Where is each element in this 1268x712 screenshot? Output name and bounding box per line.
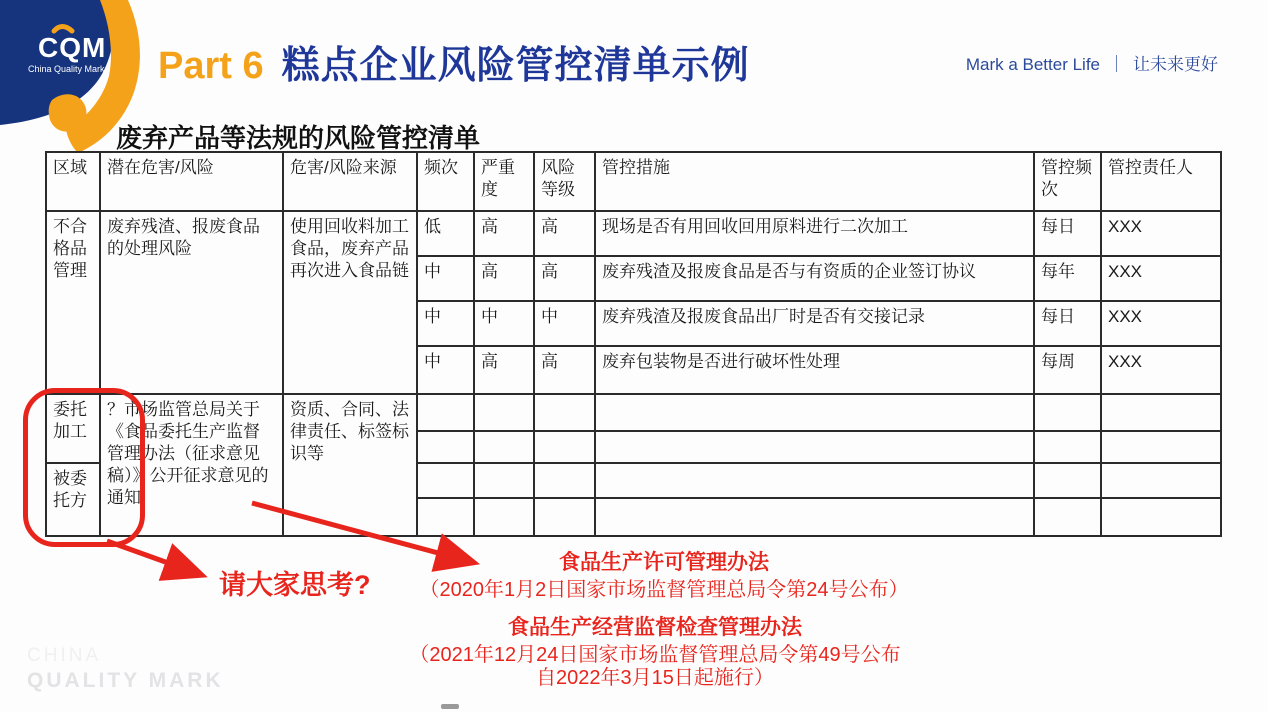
cell-severity: 高 xyxy=(474,256,534,301)
empty-cell xyxy=(534,431,595,463)
cell-frequency: 低 xyxy=(417,211,474,256)
cell-area-commissioned-party: 被委托方 xyxy=(46,463,100,536)
watermark-line2: QUALITY MARK xyxy=(27,669,224,692)
slide-progress-dash xyxy=(441,704,459,709)
empty-cell xyxy=(417,394,474,431)
empty-cell xyxy=(1101,431,1221,463)
cell-owner: XXX xyxy=(1101,301,1221,346)
empty-cell xyxy=(474,431,534,463)
cell-measure: 废弃残渣及报废食品出厂时是否有交接记录 xyxy=(595,301,1034,346)
cell-measure: 现场是否有用回收回用原料进行二次加工 xyxy=(595,211,1034,256)
empty-cell xyxy=(474,463,534,498)
empty-cell xyxy=(1034,463,1101,498)
logo-sub-text: China Quality Mark xyxy=(28,64,105,74)
header-cell-severity: 严重度 xyxy=(474,152,534,211)
cell-severity: 高 xyxy=(474,346,534,394)
cell-severity: 高 xyxy=(474,211,534,256)
empty-cell xyxy=(417,463,474,498)
page-title: 糕点企业风险管控清单示例 xyxy=(281,45,750,87)
header-cell-measures: 管控措施 xyxy=(595,152,1034,211)
think-prompt: 请大家思考? xyxy=(219,570,371,600)
empty-cell xyxy=(1034,431,1101,463)
empty-cell xyxy=(595,431,1034,463)
table-row xyxy=(46,394,1221,431)
empty-cell xyxy=(474,394,534,431)
cell-frequency: 中 xyxy=(417,301,474,346)
tagline-en: Mark a Better Life xyxy=(965,55,1100,74)
empty-cell xyxy=(595,498,1034,536)
watermark-line1: CHINA xyxy=(27,645,102,666)
regulation-2-title: 食品生产经营监督检查管理办法 xyxy=(508,616,802,639)
table-row xyxy=(46,211,1221,256)
empty-cell xyxy=(1034,498,1101,536)
regulation-1-detail: （2020年1月2日国家市场监督管理总局令第24号公布） xyxy=(419,579,909,601)
cell-owner: XXX xyxy=(1101,346,1221,394)
header-cell-hazard: 潜在危害/风险 xyxy=(100,152,283,211)
watermark xyxy=(27,645,224,693)
cell-control-frequency: 每日 xyxy=(1034,301,1101,346)
cell-owner: XXX xyxy=(1101,256,1221,301)
tagline-separator: ｜ xyxy=(1108,55,1125,74)
cell-area-commissioned-processing: 委托加工 xyxy=(46,394,100,463)
empty-cell xyxy=(1101,394,1221,431)
cell-hazard-group1: 废弃残渣、报废食品的处理风险 xyxy=(100,211,283,394)
empty-cell xyxy=(417,498,474,536)
empty-cell xyxy=(595,394,1034,431)
empty-cell xyxy=(474,498,534,536)
empty-cell xyxy=(1101,463,1221,498)
cell-risk-level: 中 xyxy=(534,301,595,346)
empty-cell xyxy=(534,498,595,536)
cell-area-nonconforming: 不合格品管理 xyxy=(46,211,100,394)
table-header-row xyxy=(46,152,1221,211)
empty-cell xyxy=(417,431,474,463)
risk-control-table xyxy=(45,151,1222,537)
cell-source-group1: 使用回收料加工食品，废弃产品再次进入食品链 xyxy=(283,211,417,394)
header-cell-area: 区域 xyxy=(46,152,100,211)
cell-control-frequency: 每日 xyxy=(1034,211,1101,256)
cell-frequency: 中 xyxy=(417,346,474,394)
regulation-note-2 xyxy=(395,611,921,690)
header-cell-risk-level: 风险等级 xyxy=(534,152,595,211)
cell-hazard-group2: ？市场监管总局关于《食品委托生产监督管理办法（征求意见稿）》公开征求意见的通知 xyxy=(100,394,283,536)
empty-cell xyxy=(534,394,595,431)
regulation-1-title: 食品生产许可管理办法 xyxy=(559,551,769,574)
header-cell-frequency: 频次 xyxy=(417,152,474,211)
cell-control-frequency: 每年 xyxy=(1034,256,1101,301)
cell-owner: XXX xyxy=(1101,211,1221,256)
cell-measure: 废弃包装物是否进行破坏性处理 xyxy=(595,346,1034,394)
cell-control-frequency: 每周 xyxy=(1034,346,1101,394)
cell-risk-level: 高 xyxy=(534,211,595,256)
logo-brand-text: CQM xyxy=(38,32,107,63)
regulation-2-detail: （2021年12月24日国家市场监督管理总局令第49号公布 自2022年3月15日起施行） xyxy=(409,644,921,689)
header xyxy=(158,34,750,89)
part-label: Part 6 xyxy=(158,45,264,87)
cell-risk-level: 高 xyxy=(534,346,595,394)
empty-cell xyxy=(1034,394,1101,431)
empty-cell xyxy=(534,463,595,498)
header-cell-owner: 管控责任人 xyxy=(1101,152,1221,211)
tagline-zh: 让未来更好 xyxy=(1133,55,1218,74)
regulation-note-1 xyxy=(404,546,924,602)
cell-frequency: 中 xyxy=(417,256,474,301)
cell-risk-level: 高 xyxy=(534,256,595,301)
cell-source-group2: 资质、合同、法律责任、标签标识等 xyxy=(283,394,417,536)
header-cell-control-frequency: 管控频次 xyxy=(1034,152,1101,211)
empty-cell xyxy=(1101,498,1221,536)
cell-measure: 废弃残渣及报废食品是否与有资质的企业签订协议 xyxy=(595,256,1034,301)
highlight-circle xyxy=(23,388,145,547)
cell-severity: 中 xyxy=(474,301,534,346)
brand-tagline xyxy=(966,50,1218,75)
section-subtitle: 废弃产品等法规的风险管控清单 xyxy=(116,123,481,153)
header-cell-source: 危害/风险来源 xyxy=(283,152,417,211)
empty-cell xyxy=(595,463,1034,498)
